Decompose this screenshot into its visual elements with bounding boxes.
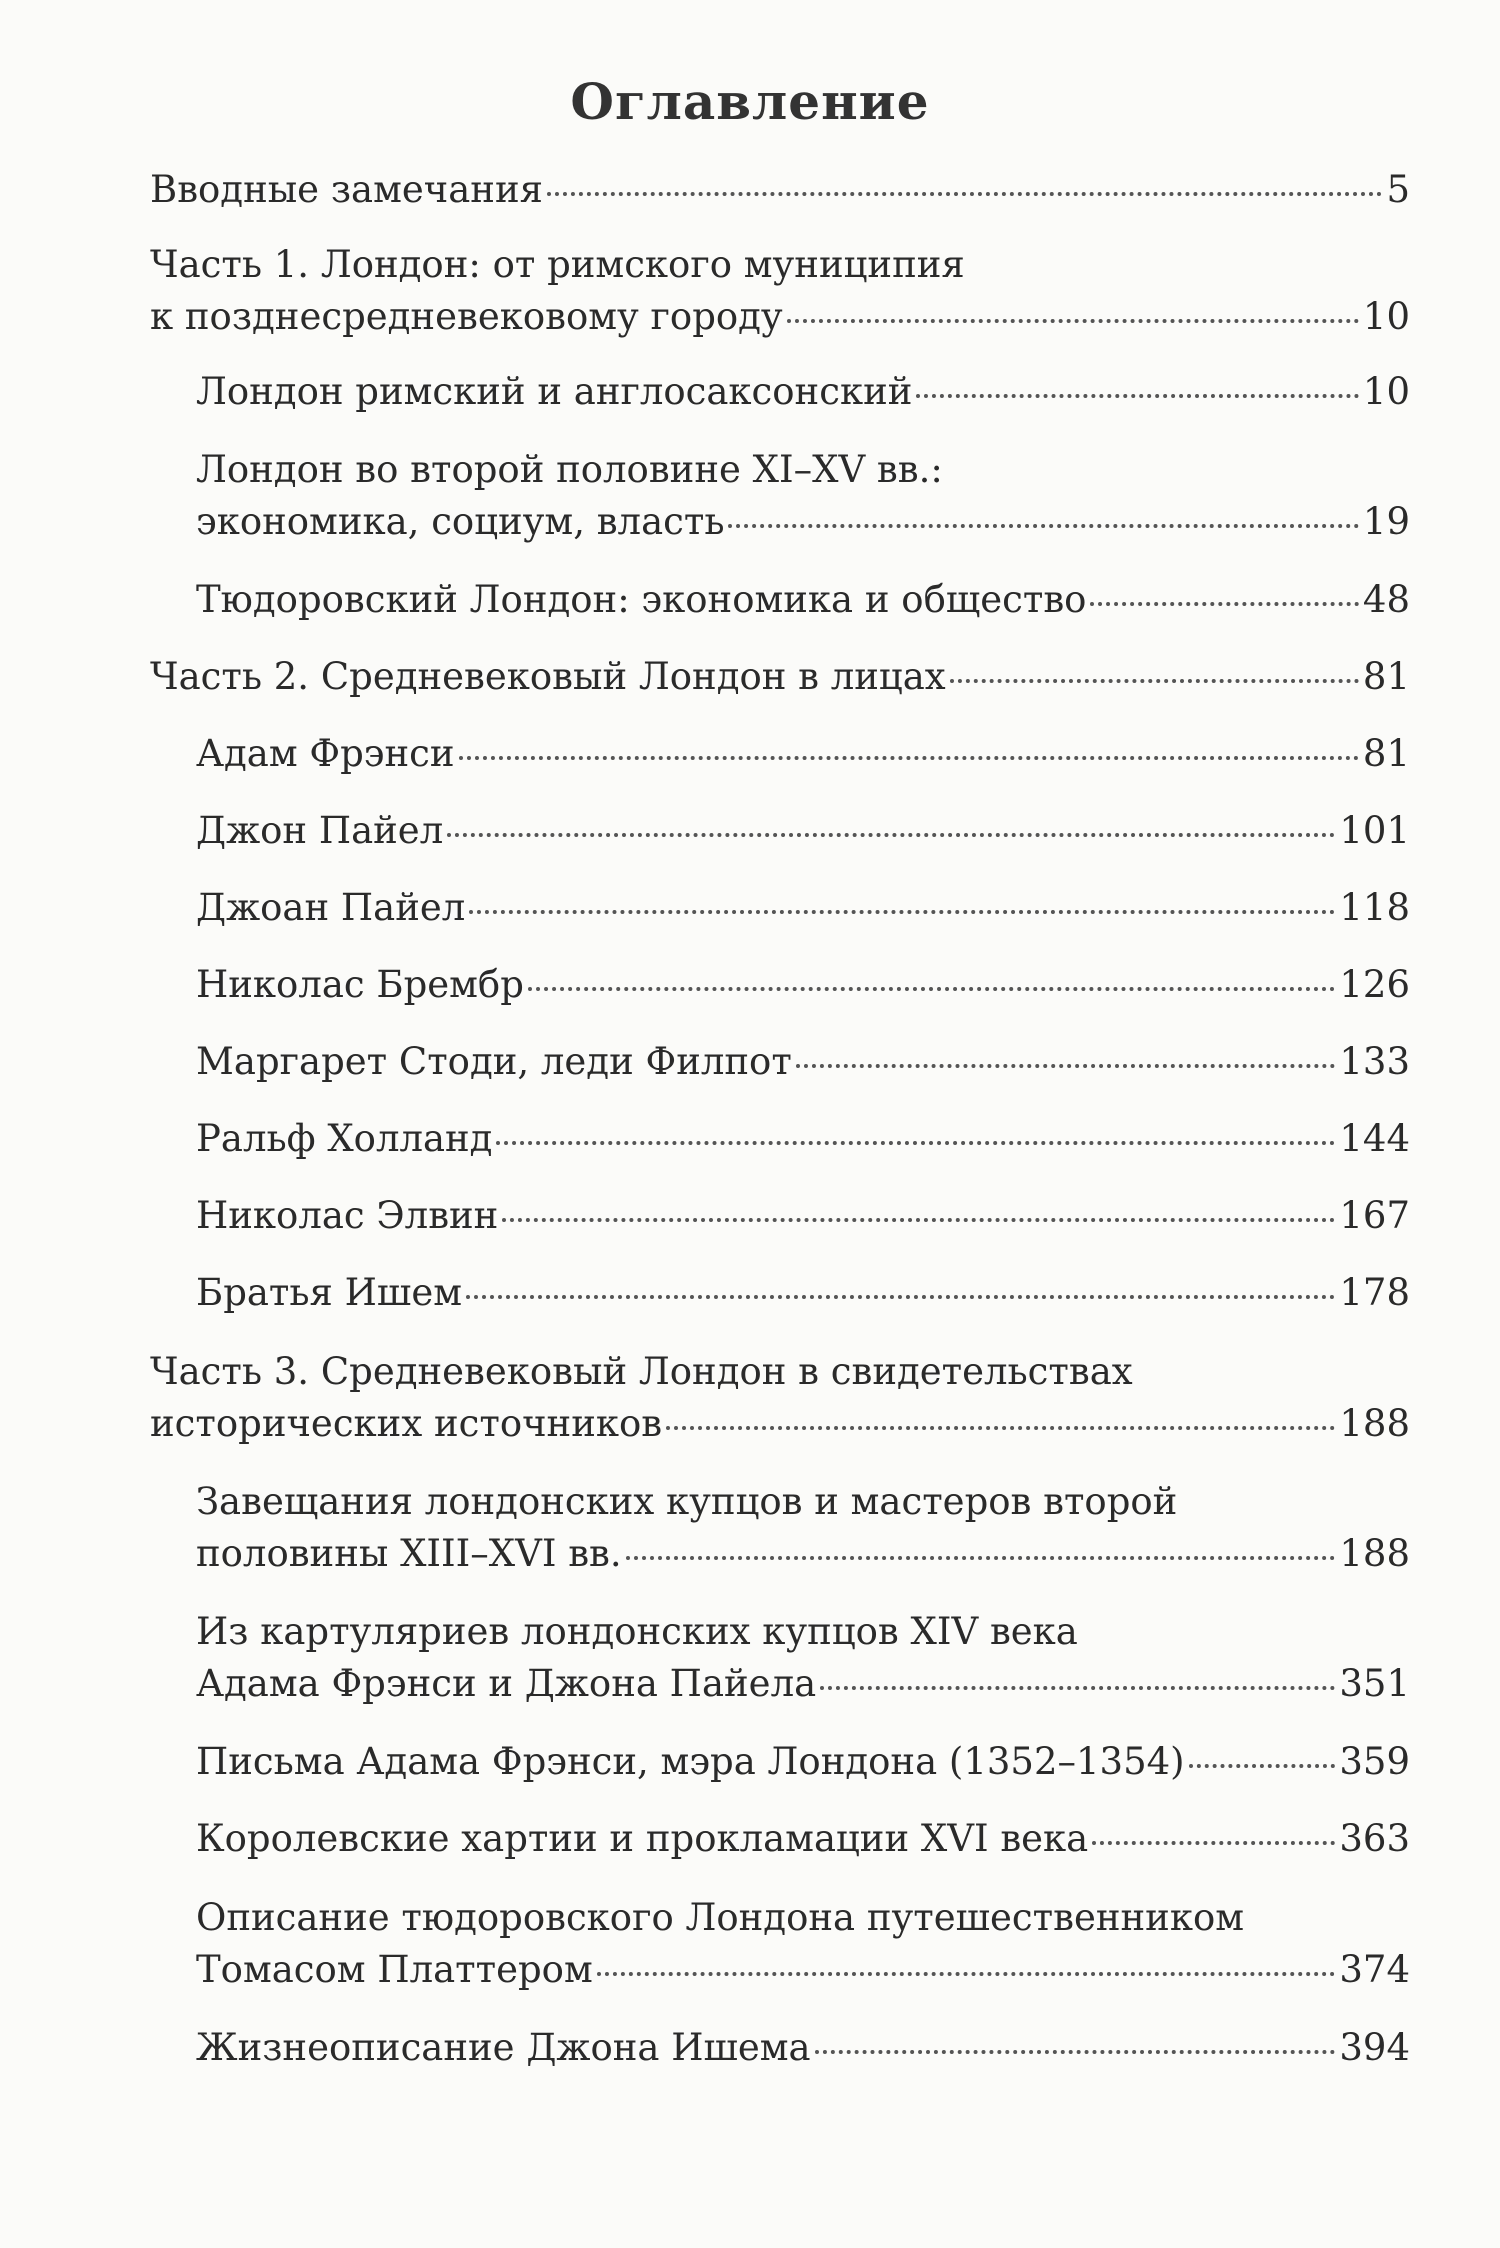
dot-leader [1090,602,1358,606]
toc-entry-page: 133 [1339,1040,1410,1083]
toc-entry-title-line: Часть 1. Лондон: от римского муниципия [150,243,965,286]
toc-entry-title: к позднесредневековому городу [150,295,783,338]
dot-leader [1189,1764,1336,1768]
toc-entry-page: 374 [1339,1948,1410,1991]
dot-leader [728,524,1358,528]
toc-entry-title: Лондон римский и англосаксонский [196,370,913,413]
toc-entry-title: Братья Ишем [196,1271,462,1314]
toc-entry-london-xi-xv[interactable] [196,444,1410,548]
toc-entry-title: Тюдоровский Лондон: экономика и общество [196,578,1087,621]
toc-entry-page: 188 [1339,1532,1410,1575]
toc-entry-letters[interactable] [196,1736,1410,1788]
toc-entry-title: Джон Пайел [196,809,444,852]
dot-leader [547,192,1383,196]
toc-entry-page: 81 [1362,655,1410,698]
toc-entry-title: Вводные замечания [150,168,543,211]
toc-entry-title: Джоан Пайел [196,886,466,929]
toc-entry-john-pyel[interactable] [196,805,1410,857]
toc-entry-page: 10 [1362,370,1410,413]
dot-leader [469,910,1335,914]
toc-entry-nicholas-brembre[interactable] [196,959,1410,1011]
toc-entry-page: 188 [1339,1402,1410,1445]
dot-leader [626,1556,1336,1560]
toc-entry-platter-description[interactable] [196,1892,1410,1996]
toc-entry-page: 126 [1339,963,1410,1006]
toc-entry-page: 101 [1339,809,1410,852]
toc-entry-adam-francis[interactable] [196,728,1410,780]
toc-entry-title: Письма Адама Фрэнси, мэра Лондона (1352–1354) [196,1740,1185,1783]
toc-entry-page: 351 [1339,1662,1410,1705]
toc-entry-title: экономика, социум, власть [196,500,725,543]
toc-entry-title-line: Из картуляриев лондонских купцов XIV века [196,1610,1078,1653]
dot-leader [796,1064,1336,1068]
toc-entry-part-1[interactable] [150,239,1410,343]
toc-entry-wills[interactable] [196,1476,1410,1580]
toc-entry-page: 363 [1339,1817,1410,1860]
toc-entry-page: 394 [1339,2026,1410,2069]
toc-entry-title: Адама Фрэнси и Джона Пайела [196,1662,817,1705]
toc-entry-page: 10 [1362,295,1410,338]
toc-entry-title-line: Лондон во второй половине XI–XV вв.: [196,448,943,491]
toc-entry-page: 167 [1339,1194,1410,1237]
toc-entry-introduction[interactable] [150,164,1410,216]
dot-leader [528,987,1335,991]
toc-entry-page: 359 [1339,1740,1410,1783]
dot-leader [597,1972,1336,1976]
toc-entry-title: исторических источников [150,1402,663,1445]
page-title: Оглавление [570,72,930,131]
toc-entry-page: 118 [1339,886,1410,929]
dot-leader [666,1426,1335,1430]
toc-entry-title: Маргарет Стоди, леди Филпот [196,1040,792,1083]
toc-entry-title: Адам Фрэнси [196,732,455,775]
dot-leader [820,1686,1335,1690]
dot-leader [1092,1841,1335,1845]
toc-entry-title: Томасом Платтером [196,1948,593,1991]
dot-leader [950,679,1359,683]
toc-entry-page: 81 [1362,732,1410,775]
toc-entry-isham-brothers[interactable] [196,1267,1410,1319]
toc-entry-page: 48 [1362,578,1410,621]
toc-entry-title-line: Завещания лондонских купцов и мастеров второй [196,1480,1178,1523]
toc-entry-title: половины XIII–XVI вв. [196,1532,622,1575]
toc-entry-title: Николас Брембр [196,963,524,1006]
toc-entry-royal-charters[interactable] [196,1813,1410,1865]
toc-entry-part-3[interactable] [150,1346,1410,1450]
toc-entry-ralph-holland[interactable] [196,1113,1410,1165]
toc-entry-page: 144 [1339,1117,1410,1160]
toc-entry-part-2[interactable] [150,651,1410,703]
dot-leader [447,833,1335,837]
toc-entry-title: Ральф Холланд [196,1117,493,1160]
toc-entry-roman-london[interactable] [196,366,1410,418]
toc-entry-cartularies[interactable] [196,1606,1410,1710]
dot-leader [815,2050,1336,2054]
dot-leader [466,1295,1335,1299]
toc-entry-title: Королевские хартии и прокламации XVI века [196,1817,1089,1860]
toc-entry-page: 19 [1362,500,1410,543]
toc-entry-page: 178 [1339,1271,1410,1314]
toc-entry-title-line: Часть 3. Средневековый Лондон в свидетельствах [150,1350,1133,1393]
dot-leader [916,394,1359,398]
toc-entry-page: 5 [1386,168,1410,211]
dot-leader [787,319,1359,323]
toc-entry-title: Николас Элвин [196,1194,499,1237]
toc-entry-title: Часть 2. Средневековый Лондон в лицах [150,655,946,698]
toc-entry-title-line: Описание тюдоровского Лондона путешественником [196,1896,1245,1939]
dot-leader [502,1218,1335,1222]
toc-entry-title: Жизнеописание Джона Ишема [196,2026,811,2069]
dot-leader [459,756,1359,760]
toc-entry-isham-biography[interactable] [196,2022,1410,2074]
toc-entry-margaret-stodeye[interactable] [196,1036,1410,1088]
toc-entry-joan-pyel[interactable] [196,882,1410,934]
toc-entry-tudor-london[interactable] [196,574,1410,626]
toc-entry-nicholas-alwyn[interactable] [196,1190,1410,1242]
dot-leader [496,1141,1335,1145]
